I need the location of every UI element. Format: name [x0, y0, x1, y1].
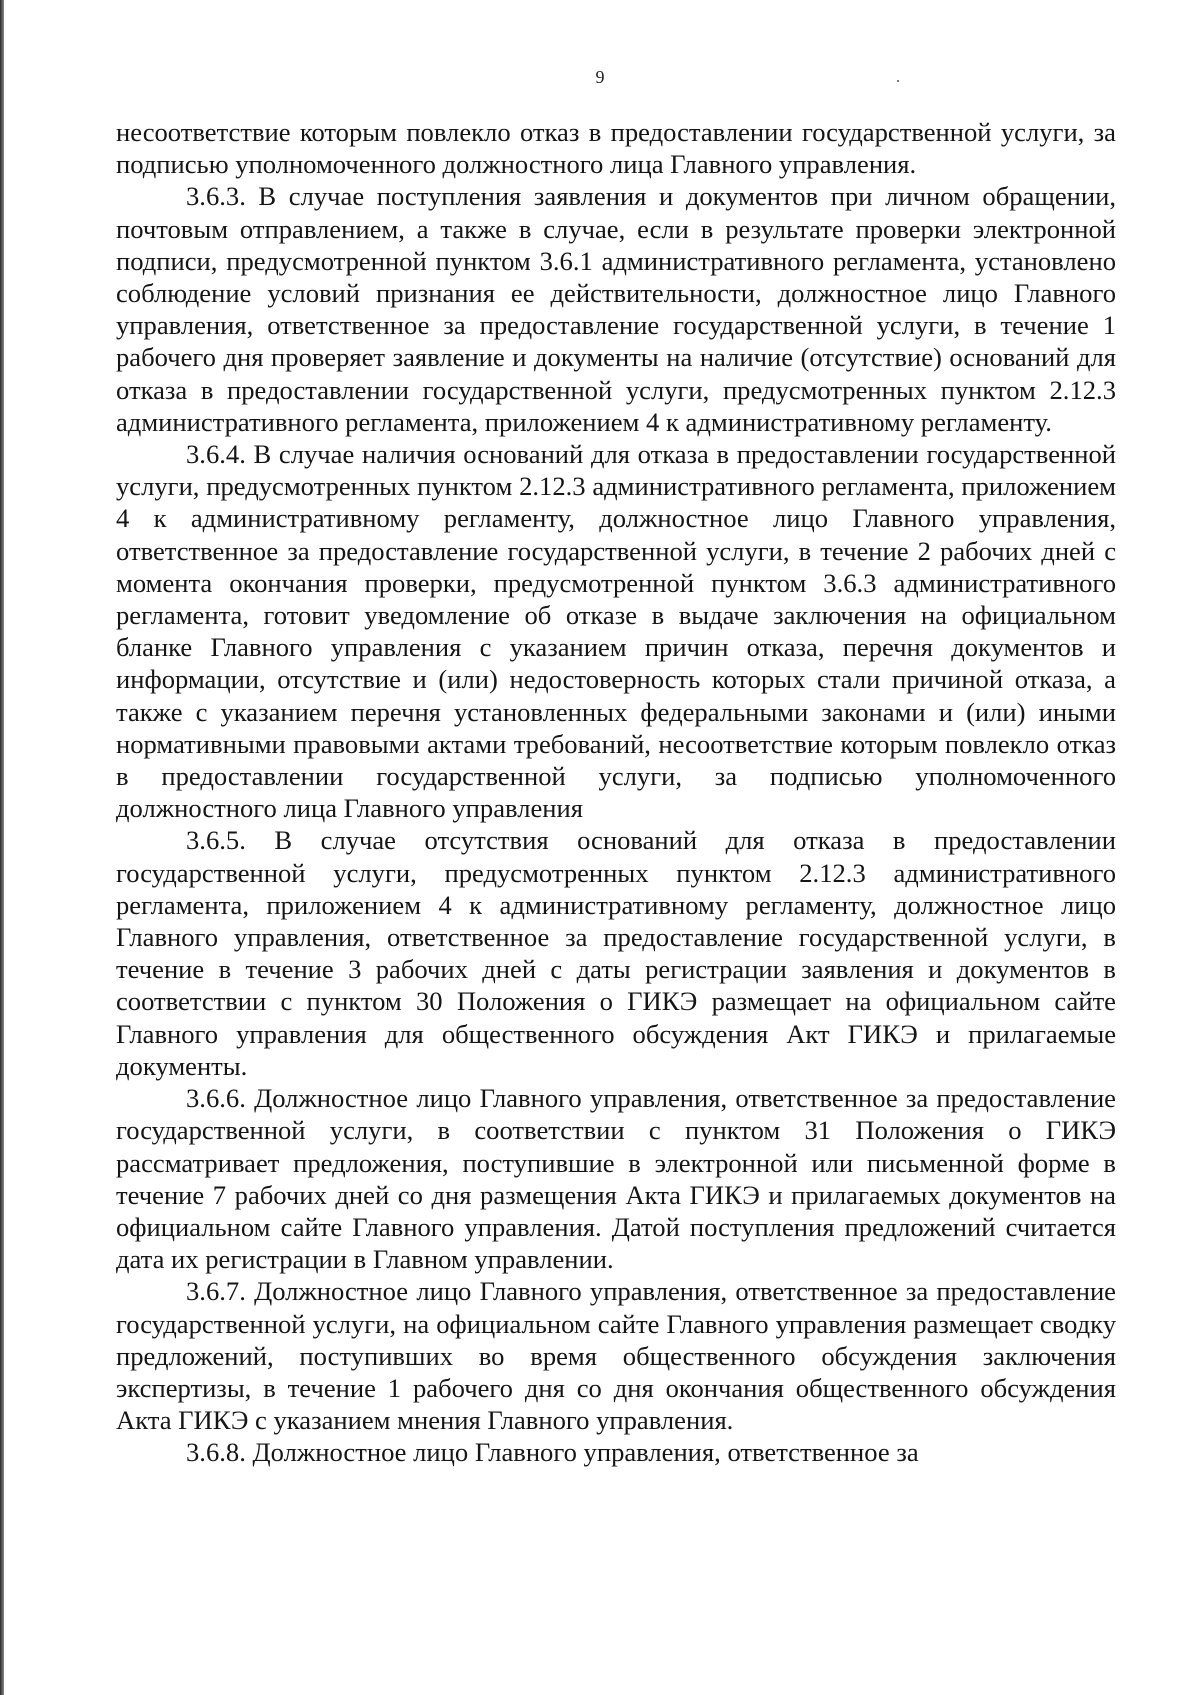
- page-number: 9: [595, 67, 605, 87]
- paragraph-3-6-6: 3.6.6. Должностное лицо Главного управления, ответственное за предоставление государственной услуги, в соответствии с пунктом 31 Положения о ГИКЭ рассматривает предложения, поступившие в электронной или письменной форме в течение 7 рабочих дней со дня размещения Акта ГИКЭ и прилагаемых документов на официальном сайте Главного управления. Датой поступления предложений считается дата их регистрации в Главном управлении.: [116, 1083, 1116, 1275]
- document-body: [116, 116, 1116, 1469]
- paragraph-continuation: несоответствие которым повлекло отказ в предоставлении государственной услуги, за подписью уполномоченного должностного лица Главного управления.: [116, 117, 1116, 180]
- scan-edge: [0, 0, 4, 1695]
- paragraph-3-6-5: 3.6.5. В случае отсутствия оснований для отказа в предоставлении государственной услуги, предусмотренных пунктом 2.12.3 административного регламента, приложением 4 к административному регламенту, должностное лицо Главного управления, ответственное за предоставление государственной услуги, в течение в течение 3 рабочих дней с даты регистрации заявления и документов в соответствии с пунктом 30 Положения о ГИКЭ размещает на официальном сайте Главного управления для общественного обсуждения Акт ГИКЭ и прилагаемые документы.: [116, 825, 1116, 1081]
- paragraph-3-6-7: 3.6.7. Должностное лицо Главного управления, ответственное за предоставление государственной услуги, на официальном сайте Главного управления размещает сводку предложений, поступивших во время общественного обсуждения заключения экспертизы, в течение 1 рабочего дня со дня окончания общественного обсуждения Акта ГИКЭ с указанием мнения Главного управления.: [116, 1276, 1116, 1436]
- scan-speck: [897, 80, 899, 82]
- paragraph-3-6-4: 3.6.4. В случае наличия оснований для отказа в предоставлении государственной услуги, предусмотренных пунктом 2.12.3 административного регламента, приложением 4 к административному регламенту, должностное лицо Главного управления, ответственное за предоставление государственной услуги, в течение 2 рабочих дней с момента окончания проверки, предусмотренной пунктом 3.6.3 административного регламента, готовит уведомление об отказе в выдаче заключения на официальном бланке Главного управления с указанием причин отказа, перечня документов и информации, отсутствие и (или) недостоверность которых стали причиной отказа, а также с указанием перечня установленных федеральными законами и (или) иными нормативными правовыми актами требований, несоответствие которым повлекло отказ в предоставлении государственной услуги, за подписью уполномоченного должностного лица Главного управления: [116, 439, 1116, 824]
- paragraph-3-6-3: 3.6.3. В случае поступления заявления и документов при личном обращении, почтовым отправлением, а также в случае, если в результате проверки электронной подписи, предусмотренной пунктом 3.6.1 административного регламента, установлено соблюдение условий признания ее действительности, должностное лицо Главного управления, ответственное за предоставление государственной услуги, в течение 1 рабочего дня проверяет заявление и документы на наличие (отсутствие) оснований для отказа в предоставлении государственной услуги, предусмотренных пунктом 2.12.3 административного регламента, приложением 4 к административному регламенту.: [116, 181, 1116, 437]
- paragraph-3-6-8: 3.6.8. Должностное лицо Главного управления, ответственное за: [186, 1437, 919, 1468]
